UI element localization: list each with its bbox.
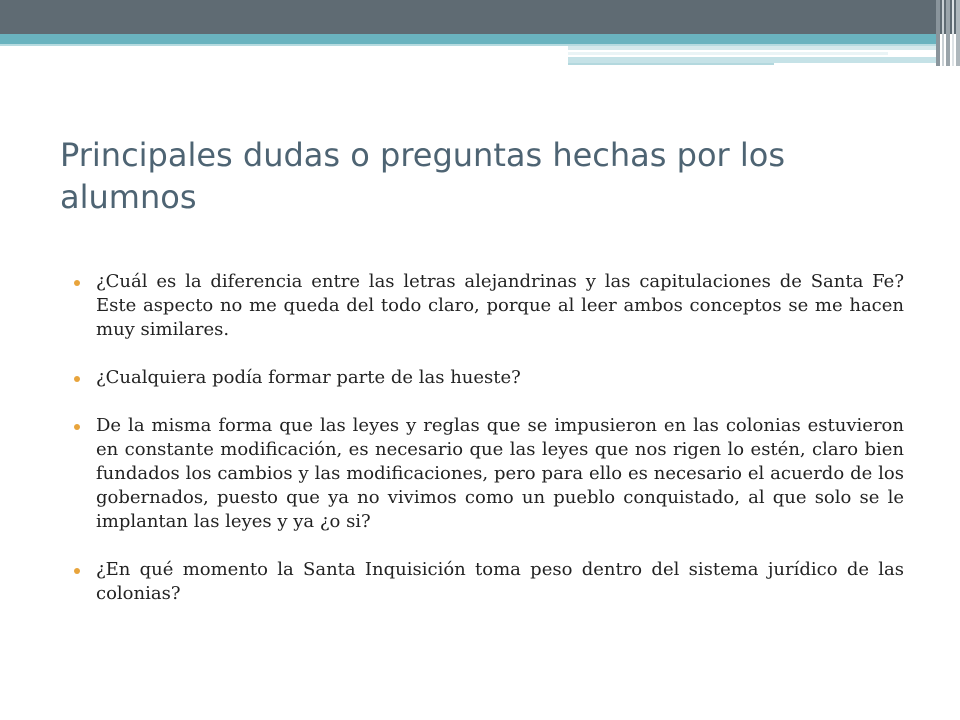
bullet-list <box>72 270 904 630</box>
header-accent-bar <box>568 46 940 50</box>
bullet-text: ¿Cuál es la diferencia entre las letras alejandrinas y las capitulaciones de Santa Fe? Este aspecto no me queda del todo claro, porque al leer ambos conceptos se me hacen muy similares. <box>96 271 904 340</box>
list-item <box>72 270 904 342</box>
list-item <box>72 414 904 534</box>
bullet-dot-icon <box>74 424 80 430</box>
list-item <box>72 366 904 390</box>
header-teal-stripe <box>0 34 940 44</box>
header-banner <box>0 0 960 34</box>
bullet-dot-icon <box>74 280 80 286</box>
list-item <box>72 558 904 606</box>
header-accent-bar <box>568 63 774 65</box>
bullet-dot-icon <box>74 568 80 574</box>
bullet-text: ¿En qué momento la Santa Inquisición toma peso dentro del sistema jurídico de las colonias? <box>96 559 904 604</box>
header-accent-bar <box>568 52 888 55</box>
bullet-dot-icon <box>74 376 80 382</box>
bullet-text: De la misma forma que las leyes y reglas que se impusieron en las colonias estuvieron en constante modificación, es necesario que las leyes que nos rigen lo estén, claro bien fundados los cambios y las modificaciones, pero para ello es necesario el acuerdo de los gobernados, puesto que ya no vivimos como un pueblo conquistado, al que solo se le implantan las leyes y ya ¿o si? <box>96 415 904 532</box>
bullet-text: ¿Cualquiera podía formar parte de las hueste? <box>96 367 521 388</box>
slide-title: Principales dudas o preguntas hechas por los alumnos <box>60 136 785 216</box>
edge-stripes <box>936 0 960 66</box>
